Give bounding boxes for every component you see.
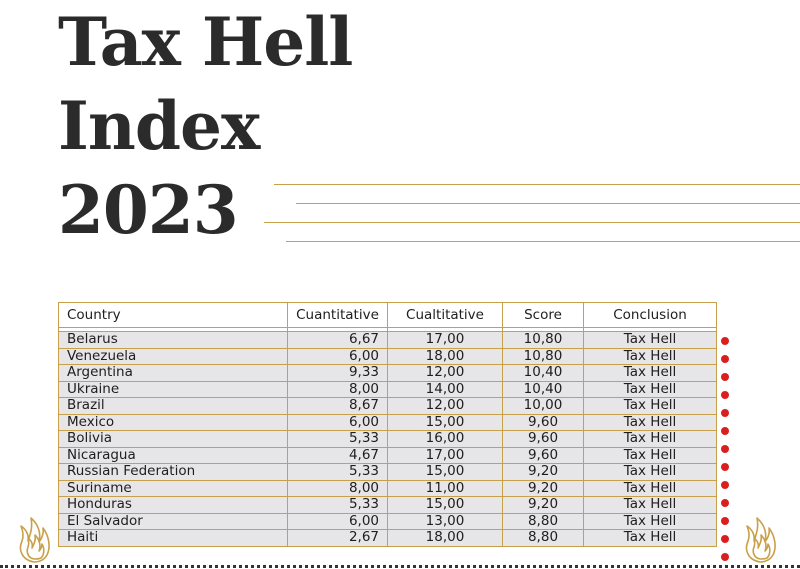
red-dot-icon xyxy=(721,553,729,561)
cell-conclusion: Tax Hell xyxy=(584,447,717,464)
cell-country: Belarus xyxy=(59,332,288,349)
cell-quantitative: 5,33 xyxy=(288,464,388,481)
cell-qualitative: 18,00 xyxy=(388,348,503,365)
decorative-line xyxy=(264,222,800,223)
cell-qualitative: 13,00 xyxy=(388,513,503,530)
cell-qualitative: 15,00 xyxy=(388,414,503,431)
cell-conclusion: Tax Hell xyxy=(584,464,717,481)
title-line-1: Tax Hell xyxy=(58,3,353,81)
cell-conclusion: Tax Hell xyxy=(584,414,717,431)
red-dot-icon xyxy=(721,409,729,417)
cell-quantitative: 8,00 xyxy=(288,381,388,398)
cell-country: Russian Federation xyxy=(59,464,288,481)
header-country: Country xyxy=(59,303,288,328)
cell-qualitative: 15,00 xyxy=(388,497,503,514)
table-header-row xyxy=(59,303,717,328)
table-row xyxy=(59,464,717,481)
cell-qualitative: 17,00 xyxy=(388,332,503,349)
cell-quantitative: 5,33 xyxy=(288,431,388,448)
cell-score: 10,40 xyxy=(503,365,584,382)
cell-conclusion: Tax Hell xyxy=(584,431,717,448)
red-dot-icon xyxy=(721,355,729,363)
red-dot-icon xyxy=(721,481,729,489)
cell-qualitative: 14,00 xyxy=(388,381,503,398)
cell-country: Bolivia xyxy=(59,431,288,448)
cell-score: 10,80 xyxy=(503,348,584,365)
table-row xyxy=(59,513,717,530)
decorative-line xyxy=(286,241,800,242)
cell-quantitative: 6,00 xyxy=(288,414,388,431)
red-dot-icon xyxy=(721,427,729,435)
cell-conclusion: Tax Hell xyxy=(584,497,717,514)
cell-conclusion: Tax Hell xyxy=(584,398,717,415)
cell-score: 10,80 xyxy=(503,332,584,349)
cell-qualitative: 11,00 xyxy=(388,480,503,497)
title-line-2: Index xyxy=(58,87,260,165)
table-row xyxy=(59,530,717,547)
cell-score: 10,00 xyxy=(503,398,584,415)
decorative-line xyxy=(296,203,800,204)
table-row xyxy=(59,447,717,464)
header-qualitative: Cualtitative xyxy=(388,303,503,328)
red-dot-icon xyxy=(721,445,729,453)
header-conclusion: Conclusion xyxy=(584,303,717,328)
cell-conclusion: Tax Hell xyxy=(584,332,717,349)
flame-icon xyxy=(740,514,780,564)
page-title xyxy=(58,0,352,252)
cell-quantitative: 2,67 xyxy=(288,530,388,547)
cell-qualitative: 12,00 xyxy=(388,365,503,382)
cell-score: 8,80 xyxy=(503,530,584,547)
cell-country: Haiti xyxy=(59,530,288,547)
red-dot-icon xyxy=(721,337,729,345)
table-row xyxy=(59,381,717,398)
cell-conclusion: Tax Hell xyxy=(584,365,717,382)
table-row xyxy=(59,398,717,415)
table-row xyxy=(59,414,717,431)
cell-country: Suriname xyxy=(59,480,288,497)
tax-hell-table xyxy=(58,302,717,547)
cell-quantitative: 9,33 xyxy=(288,365,388,382)
cell-qualitative: 15,00 xyxy=(388,464,503,481)
flame-icon xyxy=(14,514,54,564)
cell-country: Brazil xyxy=(59,398,288,415)
cell-quantitative: 6,00 xyxy=(288,348,388,365)
cell-country: Nicaragua xyxy=(59,447,288,464)
title-line-3: 2023 xyxy=(58,171,238,249)
cell-country: Ukraine xyxy=(59,381,288,398)
cell-score: 10,40 xyxy=(503,381,584,398)
red-dot-icon xyxy=(721,499,729,507)
cell-score: 9,60 xyxy=(503,431,584,448)
table-row xyxy=(59,348,717,365)
cell-qualitative: 16,00 xyxy=(388,431,503,448)
cell-country: Venezuela xyxy=(59,348,288,365)
cell-score: 9,20 xyxy=(503,480,584,497)
red-dot-icon xyxy=(721,535,729,543)
dotted-divider xyxy=(0,565,800,568)
cell-country: El Salvador xyxy=(59,513,288,530)
table-row xyxy=(59,480,717,497)
header-quantitative: Cuantitative xyxy=(288,303,388,328)
table-row xyxy=(59,332,717,349)
cell-conclusion: Tax Hell xyxy=(584,513,717,530)
cell-quantitative: 4,67 xyxy=(288,447,388,464)
cell-qualitative: 17,00 xyxy=(388,447,503,464)
cell-conclusion: Tax Hell xyxy=(584,530,717,547)
cell-conclusion: Tax Hell xyxy=(584,348,717,365)
table-row xyxy=(59,431,717,448)
cell-country: Mexico xyxy=(59,414,288,431)
decorative-line xyxy=(274,184,800,185)
red-dot-icon xyxy=(721,463,729,471)
cell-score: 9,20 xyxy=(503,497,584,514)
cell-conclusion: Tax Hell xyxy=(584,381,717,398)
cell-score: 9,60 xyxy=(503,414,584,431)
cell-quantitative: 6,00 xyxy=(288,513,388,530)
cell-quantitative: 8,67 xyxy=(288,398,388,415)
cell-qualitative: 18,00 xyxy=(388,530,503,547)
cell-conclusion: Tax Hell xyxy=(584,480,717,497)
cell-qualitative: 12,00 xyxy=(388,398,503,415)
cell-quantitative: 5,33 xyxy=(288,497,388,514)
red-dot-icon xyxy=(721,517,729,525)
header-score: Score xyxy=(503,303,584,328)
red-dot-icon xyxy=(721,391,729,399)
cell-score: 9,20 xyxy=(503,464,584,481)
cell-score: 9,60 xyxy=(503,447,584,464)
cell-country: Argentina xyxy=(59,365,288,382)
cell-country: Honduras xyxy=(59,497,288,514)
cell-quantitative: 8,00 xyxy=(288,480,388,497)
cell-score: 8,80 xyxy=(503,513,584,530)
cell-quantitative: 6,67 xyxy=(288,332,388,349)
table-row xyxy=(59,365,717,382)
red-dot-icon xyxy=(721,373,729,381)
table-row xyxy=(59,497,717,514)
